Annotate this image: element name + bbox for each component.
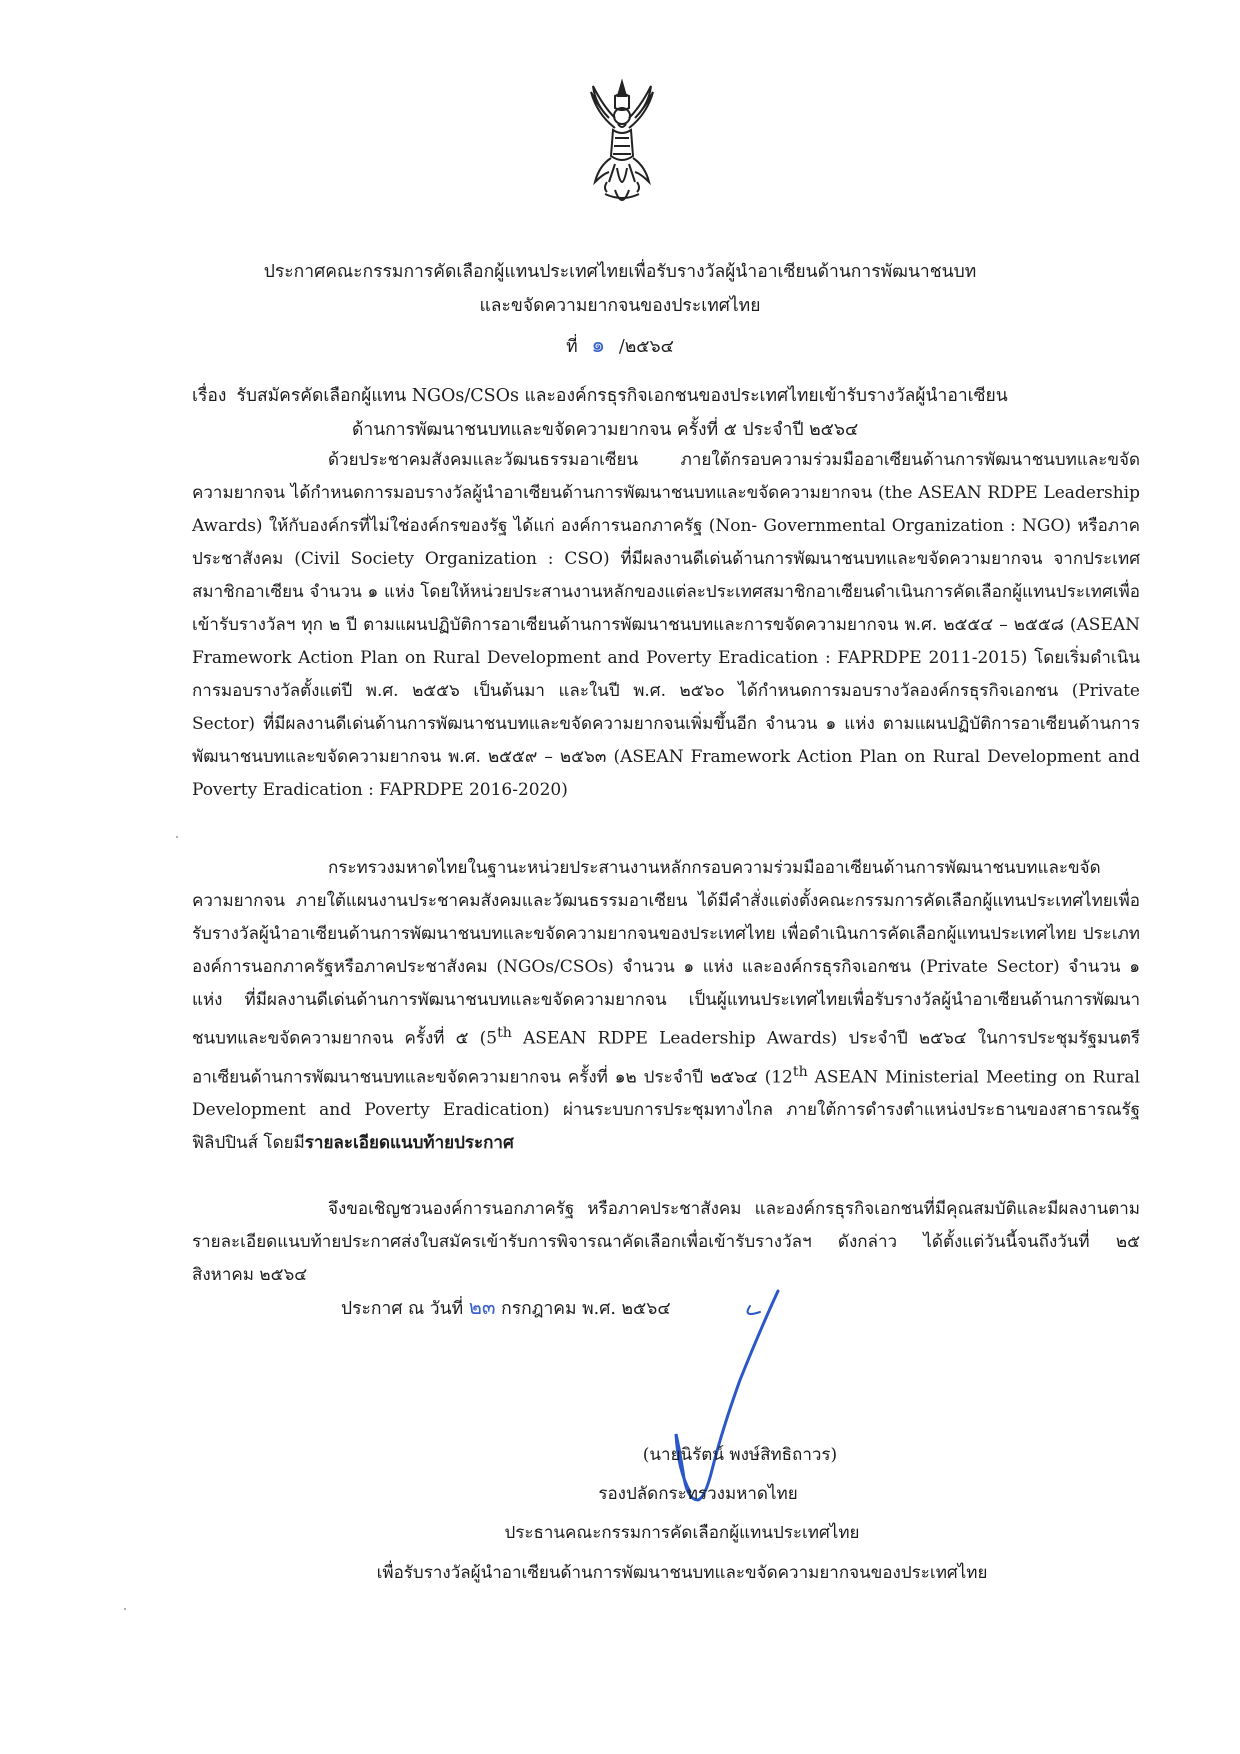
paragraph-1-text: ด้วยประชาคมสังคมและวัฒนธรรมอาเซียน ภายใต้กรอบความร่วมมืออาเซียนด้านการพัฒนาชนบทและขจัดความยากจน ได้กำหนดการมอบรางวัลผู้นำอาเซียนด้านการพัฒนาชนบทและขจัดความยากจน (the ASEAN RDPE Leadership Awards) ให้กับองค์กรที่ไม่ใช่องค์กรของรัฐ ได้แก่ องค์การนอกภาครัฐ (Non- Governmental Organization : NGO) หรือภาคประชาสังคม (Civil Society Organization : CSO) ที่มีผลงานดีเด่นด้านการพัฒนาชนบทและขจัดความยากจน จากประเทศสมาชิกอาเซียน จำนวน ๑ แห่ง โดยให้หน่วยประสานงานหลักของแต่ละประเทศสมาชิกอาเซียนดำเนินการคัดเลือกผู้แทนประเทศเพื่อเข้ารับรางวัลฯ ทุก ๒ ปี ตามแผนปฏิบัติการอาเซียนด้านการพัฒนาชนบทและการขจัดความยากจน พ.ศ. ๒๕๕๔ – ๒๕๕๘ (ASEAN Framework Action Plan on Rural Development and Poverty Eradication : FAPRDPE 2011-2015) โดยเริ่มดำเนินการมอบรางวัลตั้งแต่ปี พ.ศ. ๒๕๕๖ เป็นต้นมา และในปี พ.ศ. ๒๕๖๐ ได้กำหนดการมอบรางวัลองค์กรธุรกิจเอกชน (Private Sector) ที่มีผลงานดีเด่นด้านการพัฒนาชนบทและขจัดความยากจนเพิ่มขึ้นอีก จำนวน ๑ แห่ง ตามแผนปฏิบัติการอาเซียนด้านการพัฒนาชนบทและขจัดความยากจน พ.ศ. ๒๕๕๙ – ๒๕๖๓ (ASEAN Framework Action Plan on Rural Development and Poverty Eradication : FAPRDPE 2016-2020) xyxy=(192,450,1140,800)
scan-speck xyxy=(124,1608,126,1610)
paragraph-2-text-c: ASEAN Ministerial Meeting on Rural Development and Poverty Eradication) ผ่านระบบการประชุมทางไกล ภายใต้การดำรงตำแหน่งประธานของสาธารณรัฐฟิลิปปินส์ โดยมี xyxy=(192,1067,1140,1154)
signatory-name: (นายนิรัตน์ พงษ์สิทธิถาวร) xyxy=(642,1445,838,1465)
subject-line2: ด้านการพัฒนาชนบทและขจัดความยากจน ครั้งที่ ๕ ประจำปี ๒๕๖๔ xyxy=(352,420,859,440)
paragraph-2-text-a: กระทรวงมหาดไทยในฐานะหน่วยประสานงานหลักกรอบความร่วมมืออาเซียนด้านการพัฒนาชนบทและขจัดความยากจน ภายใต้แผนงานประชาคมสังคมและวัฒนธรรมอาเซียน ได้มีคำสั่งแต่งตั้งคณะกรรมการคัดเลือกผู้แทนประเทศไทยเพื่อรับรางวัลผู้นำอาเซียนด้านการพัฒนาชนบทและขจัดความยากจนของประเทศไทย เพื่อดำเนินการคัดเลือกผู้แทนประเทศไทย ประเภทองค์การนอกภาครัฐหรือภาคประชาสังคม (NGOs/CSOs) จำนวน ๑ แห่ง และองค์กรธุรกิจเอกชน (Private Sector) จำนวน ๑ แห่ง ที่มีผลงานดีเด่นด้านการพัฒนาชนบทและขจัดความยากจน เป็นผู้แทนประเทศไทยเพื่อรับรางวัลผู้นำอาเซียนด้านการพัฒนาชนบทและขจัดความยากจน ครั้งที่ ๕ (5 xyxy=(192,858,1140,1049)
paragraph-2-text-b: ASEAN RDPE Leadership Awards) ประจำปี ๒๕๖๔ ในการประชุมรัฐมนตรีอาเซียนด้านการพัฒนาชนบทและขจัดความยากจน ครั้งที่ ๑๒ ประจำปี ๒๕๖๔ (12 xyxy=(192,1028,1140,1088)
date-prefix: ประกาศ ณ วันที่ xyxy=(341,1299,464,1319)
superscript-th-2: th xyxy=(792,1063,808,1080)
subject-block xyxy=(192,379,1152,447)
garuda-emblem-icon xyxy=(585,78,659,218)
body-paragraph-3 xyxy=(192,1193,1140,1292)
body-paragraph-2 xyxy=(192,852,1140,1160)
superscript-th-1: th xyxy=(497,1025,512,1041)
handwritten-number: ๑ xyxy=(591,333,606,358)
paragraph-2-bold: รายละเอียดแนบท้ายประกาศ xyxy=(304,1133,514,1154)
date-rest: กรกฎาคม พ.ศ. ๒๕๖๔ xyxy=(501,1299,671,1319)
number-suffix: /๒๕๖๔ xyxy=(618,337,674,357)
announcement-date xyxy=(341,1291,671,1323)
document-number xyxy=(0,327,1240,362)
number-prefix: ที่ xyxy=(566,337,578,357)
announcement-title-line1: ประกาศคณะกรรมการคัดเลือกผู้แทนประเทศไทยเพื่อรับรางวัลผู้นำอาเซียนด้านการพัฒนาชนบท xyxy=(263,262,977,282)
subject-label: เรื่อง xyxy=(192,386,227,406)
paragraph-3-text: จึงขอเชิญชวนองค์การนอกภาครัฐ หรือภาคประชาสังคม และองค์กรธุรกิจเอกชนที่มีคุณสมบัติและมีผลงานตามรายละเอียดแนบท้ายประกาศส่งใบสมัครเข้ารับการพิจารณาคัดเลือกเพื่อเข้ารับรางวัลฯ ดังกล่าว ได้ตั้งแต่วันนี้จนถึงวันที่ ๒๕ สิงหาคม ๒๕๖๔ xyxy=(192,1199,1140,1285)
announcement-title-line2: และขจัดความยากจนของประเทศไทย xyxy=(479,296,761,316)
body-paragraph-1 xyxy=(192,444,1140,807)
signatory-position-3: เพื่อรับรางวัลผู้นำอาเซียนด้านการพัฒนาชนบทและขจัดความยากจนของประเทศไทย xyxy=(376,1563,988,1583)
subject-line1: รับสมัครคัดเลือกผู้แทน NGOs/CSOs และองค์กรธุรกิจเอกชนของประเทศไทยเข้ารับรางวัลผู้นำอาเซียน xyxy=(236,386,1008,406)
signatory-position-2: ประธานคณะกรรมการคัดเลือกผู้แทนประเทศไทย xyxy=(504,1523,860,1543)
scan-speck xyxy=(176,836,178,838)
handwritten-day: ๒๓ xyxy=(468,1295,496,1319)
signatory-position-1: รองปลัดกระทรวงมหาดไทย xyxy=(598,1484,798,1504)
